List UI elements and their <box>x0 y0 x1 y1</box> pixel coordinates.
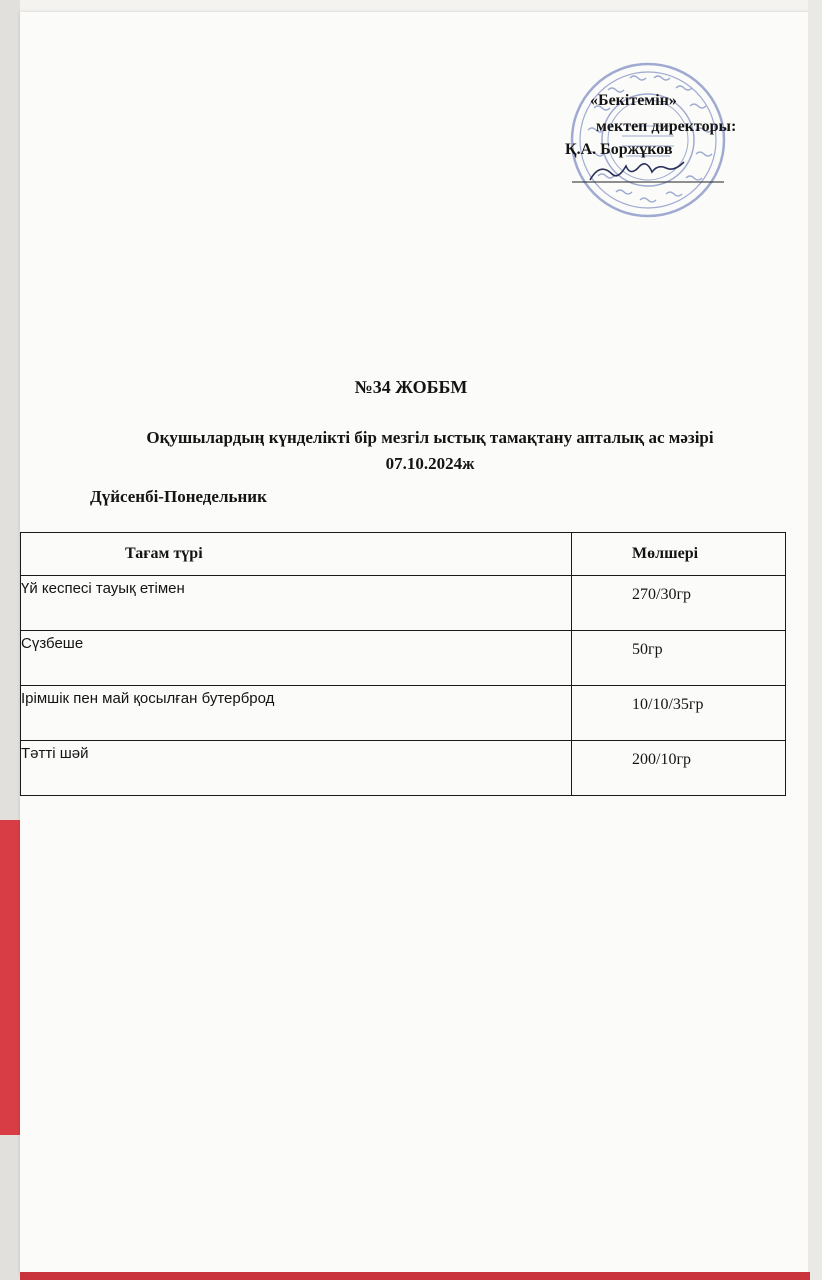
scan-bottom-edge <box>20 1272 810 1280</box>
dish-amount: 50гр <box>572 631 786 686</box>
table-row <box>21 631 786 686</box>
header-dish: Тағам түрі <box>21 533 572 576</box>
document-title-text: Оқушылардың күнделікті бір мезгіл ыстық тамақтану апталық ас мәзірі <box>146 428 714 447</box>
director-signature <box>568 160 728 188</box>
document-title <box>60 425 800 477</box>
dish-amount: 270/30гр <box>572 576 786 631</box>
table-header-row <box>21 533 786 576</box>
scan-red-band <box>0 820 20 1135</box>
dish-name: Тәтті шәй <box>21 741 572 796</box>
table-row <box>21 741 786 796</box>
dish-name: Сүзбеше <box>21 631 572 686</box>
menu-table <box>20 532 786 796</box>
table-row <box>21 686 786 741</box>
header-amount: Мөлшері <box>572 533 786 576</box>
dish-name: Ірімшік пен май қосылған бутерброд <box>21 686 572 741</box>
table-row <box>21 576 786 631</box>
day-label: Дүйсенбі-Понедельник <box>90 487 267 506</box>
approval-name: Қ.А. Боржұков <box>565 141 673 158</box>
dish-name: Үй кеспесі тауық етімен <box>21 576 572 631</box>
approval-role: мектеп директоры: <box>596 118 737 135</box>
document-date: 07.10.2024ж <box>385 454 475 473</box>
school-stamp-seal <box>568 60 728 220</box>
dish-amount: 10/10/35гр <box>572 686 786 741</box>
scan-right-edge <box>808 0 822 1280</box>
school-number: №34 ЖОББМ <box>354 377 468 397</box>
approval-title: «Бекітемін» <box>590 92 677 109</box>
dish-amount: 200/10гр <box>572 741 786 796</box>
